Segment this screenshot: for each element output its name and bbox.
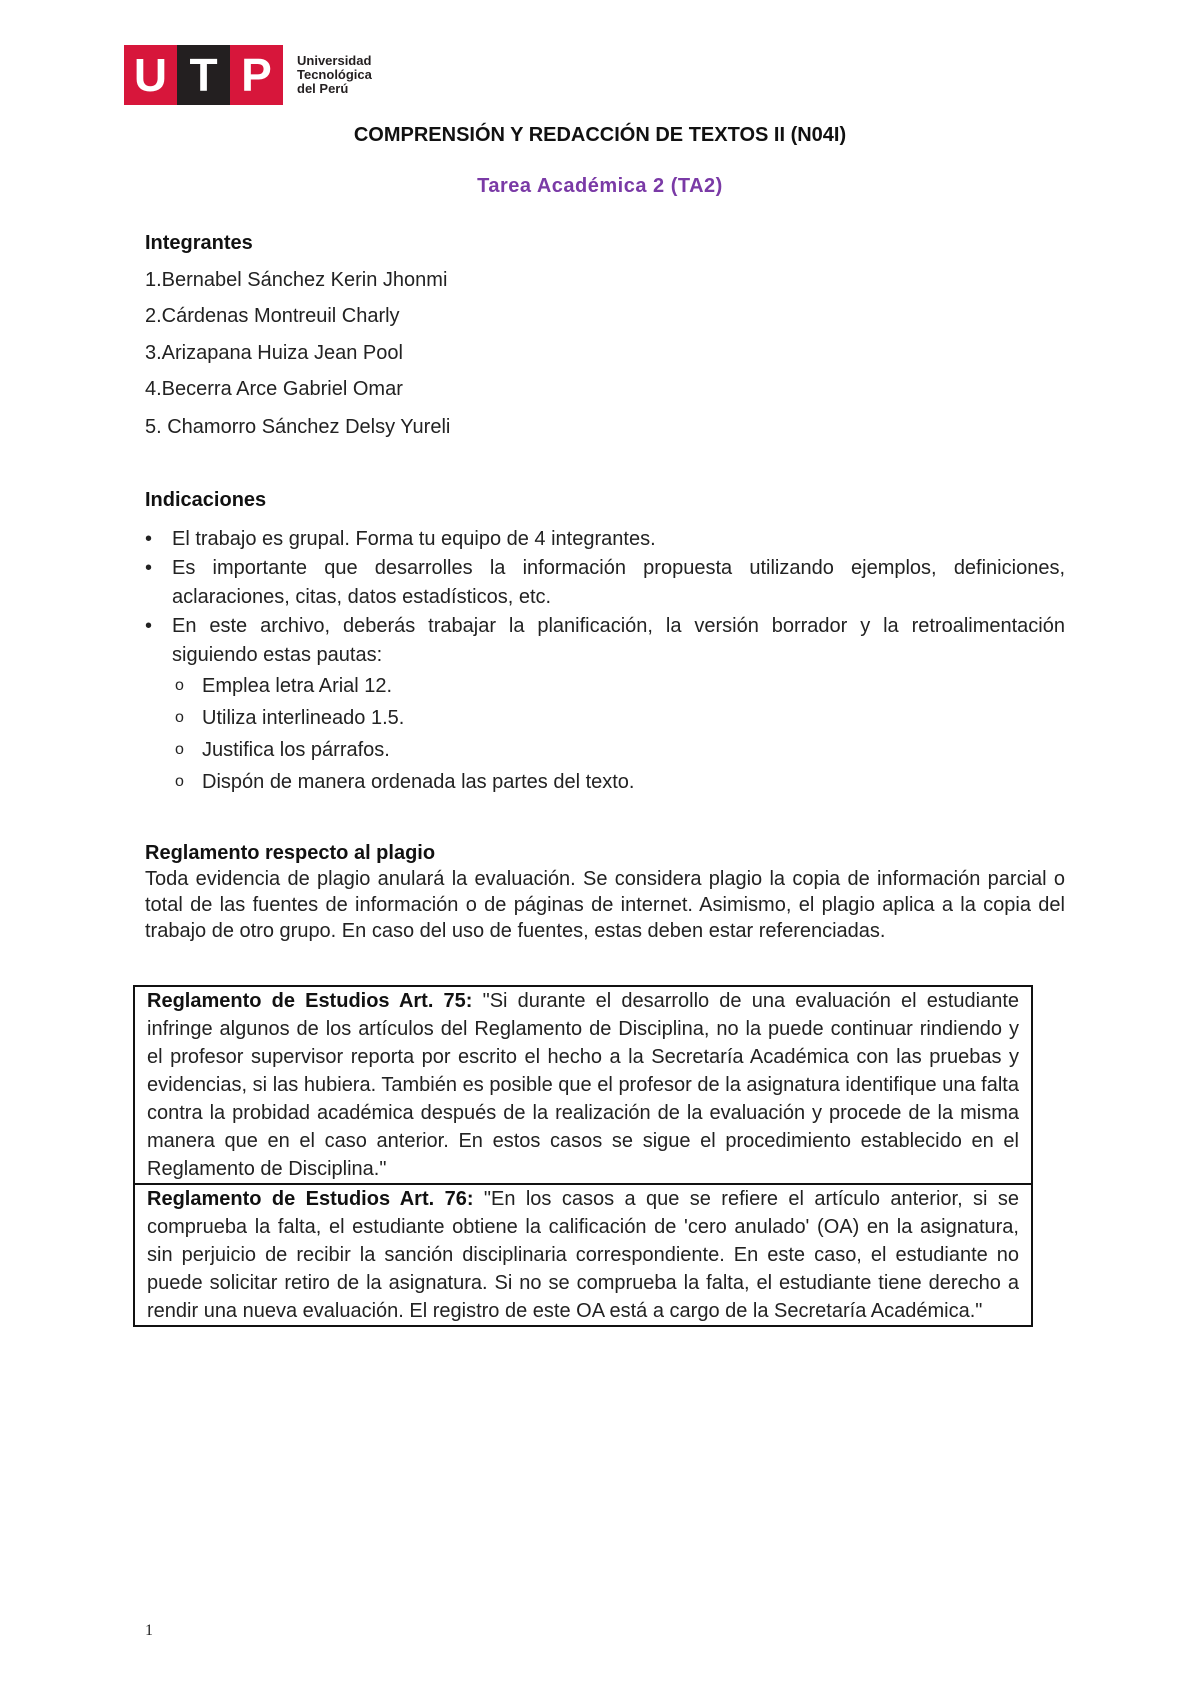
indication-item	[145, 554, 1065, 612]
guideline-text: Justifica los párrafos.	[202, 739, 390, 761]
members-heading: Integrantes	[145, 232, 253, 254]
guideline-item	[145, 734, 1065, 766]
logo-line-3: del Perú	[297, 81, 349, 96]
indication-text: Es importante que desarrolles la información propuesta utilizando ejemplos, definiciones, aclaraciones, citas, datos estadísticos, etc.	[172, 557, 1065, 608]
logo-wordmark	[297, 54, 372, 96]
bullet-icon: •	[145, 615, 153, 637]
guideline-text: Emplea letra Arial 12.	[202, 675, 393, 697]
member-item: 1.Bernabel Sánchez Kerin Jhonmi	[145, 269, 448, 291]
plagiarism-text: Toda evidencia de plagio anulará la evaluación. Se considera plagio la copia de información parcial o total de las fuentes de información o de páginas de internet. Asimismo, el plagio aplica a la copia del trabajo de otro grupo. En caso del uso de fuentes, estas deben estar referenciadas.	[145, 868, 1065, 942]
indications-heading: Indicaciones	[145, 489, 267, 511]
member-item: 4.Becerra Arce Gabriel Omar	[145, 378, 403, 400]
rule-text: "Si durante el desarrollo de una evaluación el estudiante infringe algunos de los artículos del Reglamento de Disciplina, no la puede continuar rindiendo y el profesor supervisor reporta por escrito el hecho a la Secretaría Académica con las pruebas y evidencias, si las hubiera. También es posible que el profesor de la asignatura identifique una falta contra la probidad académica después de la realización de la evaluación y procede de la misma manera que en el caso anterior. En estos casos se sigue el procedimiento establecido en el Reglamento de Disciplina."	[147, 990, 1020, 1180]
rule-label: Reglamento de Estudios Art. 76:	[147, 1188, 474, 1210]
guideline-text: Utiliza interlineado 1.5.	[202, 707, 405, 729]
rule-text: "En los casos a que se refiere el artículo anterior, si se comprueba la falta, el estudiante obtiene la calificación de 'cero anulado' (OA) en la asignatura, sin perjuicio de recibir la sanción disciplinaria correspondiente. En este caso, el estudiante no puede solicitar retiro de la asignatura. Si no se comprueba la falta, el estudiante tiene derecho a rendir una nueva evaluación. El registro de este OA está a cargo de la Secretaría Académica."	[147, 1188, 1019, 1322]
indication-item	[145, 612, 1065, 670]
member-item: 2.Cárdenas Montreuil Charly	[145, 305, 400, 327]
circle-bullet-icon: o	[175, 709, 184, 726]
indication-text: El trabajo es grupal. Forma tu equipo de 4 integrantes.	[172, 528, 656, 550]
logo-letter-t: T	[177, 45, 230, 105]
bullet-icon: •	[145, 528, 153, 550]
guideline-item	[145, 702, 1065, 734]
guideline-text: Dispón de manera ordenada las partes del texto.	[202, 771, 635, 793]
rule-art-76	[135, 1183, 1031, 1325]
rule-art-75	[135, 987, 1031, 1183]
indication-text: En este archivo, deberás trabajar la planificación, la versión borrador y la retroalimentación siguiendo estas pautas:	[172, 615, 1065, 666]
logo-letter-p: P	[230, 45, 283, 105]
circle-bullet-icon: o	[175, 677, 184, 694]
circle-bullet-icon: o	[175, 741, 184, 758]
logo-letter-u: U	[124, 45, 177, 105]
indications-list	[145, 525, 1065, 798]
indication-item	[145, 525, 1065, 554]
utp-logo	[124, 45, 372, 105]
utp-logo-mark	[124, 45, 283, 105]
course-title: COMPRENSIÓN Y REDACCIÓN DE TEXTOS II (N04I)	[353, 124, 847, 146]
logo-line-2: Tecnológica	[297, 67, 372, 82]
circle-bullet-icon: o	[175, 773, 184, 790]
guideline-item	[145, 670, 1065, 702]
plagiarism-section	[145, 840, 1065, 944]
task-title: Tarea Académica 2 (TA2)	[477, 175, 723, 197]
page-number: 1	[145, 1622, 153, 1639]
rule-label: Reglamento de Estudios Art. 75:	[147, 990, 473, 1012]
logo-line-1: Universidad	[297, 53, 372, 68]
bullet-icon: •	[145, 557, 153, 579]
plagiarism-heading: Reglamento respecto al plagio	[145, 842, 436, 864]
guideline-item	[145, 766, 1065, 798]
member-item: 3.Arizapana Huiza Jean Pool	[145, 342, 403, 364]
rules-table	[133, 985, 1033, 1327]
member-item: 5. Chamorro Sánchez Delsy Yureli	[145, 416, 451, 438]
